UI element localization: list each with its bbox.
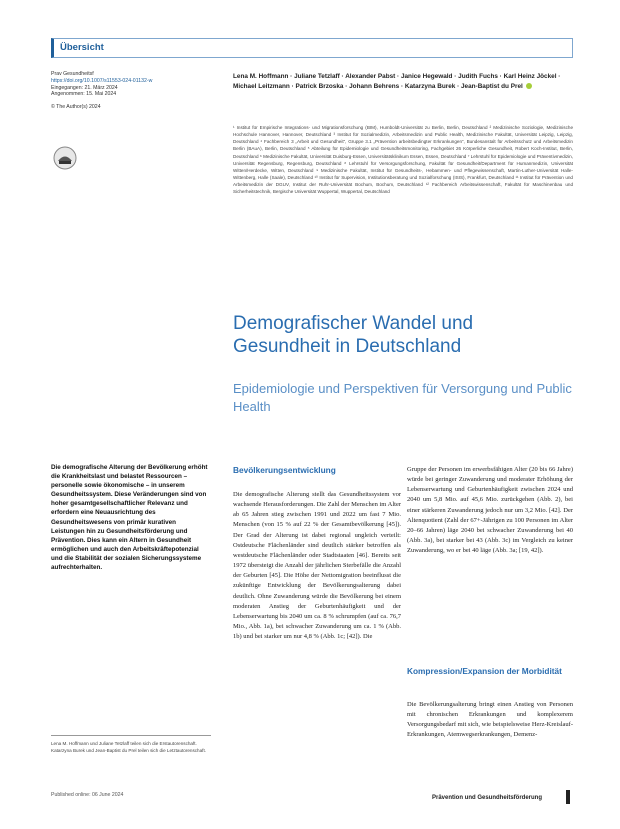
author-list [233,72,573,91]
page-marker [566,790,570,804]
section-header-bar [51,38,573,58]
body-column-2: Gruppe der Personen im erwerbsfähigen Alter (20 bis 66 Jahre) würde bei geringer Zuwanderung und moderater Erhöhung der Lebenserwartung und Geburtenhäufigkeit zwischen 2024 und 2040 um 5,8 Mio. auf 45,6 Mio. zurückgehen (Abb. 2), bei einer stärkeren Zuwanderung jedoch nur um 3,2 Mio. [42]. Der Altenquotient (Zahl der 67+-Jährigen zu 100 Personen im Alter 20–66 Jahren) läge 2040 bei schwacher Zuwanderung bei 40 (Abb. 3a), bei starker bei 43 (Abb. 3c) im Vergleich zu keiner Zuwanderung, wo er bei 40 läge (Abb. 3a; [19, 42]). [407,466,573,555]
article-title: Demografischer Wandel und Gesundheit in Deutschland [233,313,474,357]
article-meta [51,71,211,111]
orcid-icon[interactable] [526,83,532,89]
section-label: Übersicht [60,42,104,53]
author-footnote [51,740,211,754]
doi-link[interactable]: https://doi.org/10.1007/s11553-024-01132-w [51,77,153,84]
received-date: Eingegangen: 21. März 2024 [51,84,118,91]
section-heading-population: Bevölkerungsentwicklung [233,465,336,475]
author-names: Lena M. Hoffmann · Juliane Tetzlaff · Alexander Pabst · Janice Hegewald · Judith Fuchs · Karl Heinz Jöckel · Michael Leitzmann · Patrick Brzoska · Johann Behrens · Katarzyna Burek · Jean-Baptist du Prel [233,73,561,90]
section-heading-morbidity: Kompression/Expansion der Morbidität [407,666,562,676]
footnote-first-author: Lena M. Hoffmann und Juliane Tetzlaff teilen sich die Erstautorenschaft. [51,741,197,746]
footnote-divider [51,735,211,736]
copyright: © The Author(s) 2024 [51,104,101,111]
published-date: Published online: 06 June 2024 [51,792,124,798]
springer-medizin-logo [53,146,77,170]
body-column-1: Die demografische Alterung stellt das Gesundheitssystem vor wachsende Herausforderungen. Die Zahl der Menschen im Alter ab 65 Jahren stieg zwischen 1991 und 2022 um fast 7 Mio. Menschen (von 15 % auf 22 % der Gesamtbevölkerung [45]). Der Grad der Alterung ist dabei regional ungleich verteilt: Ostdeutsche Flächenländer sind deutlich stärker betroffen als westdeutsche Flächenländer oder Stadtstaaten [46]. Bereits seit 1972 übersteigt die Anzahl der jährlichen Sterbefälle die Anzahl der Geburten [45]. Die Höhe der Nettomigration beeinflusst die zukünftige Entwicklung der Bevölkerungsalterung dabei deutlich. Ohne Zuwanderung würde die Bevölkerung bei einem moderaten Anstieg der Geburtenhäufigkeit und der Lebenserwartung bis 2040 um ca. 8 % schrumpfen (auf ca. 76,7 Mio., Abb. 1a), bei schwacher Zuwanderung um ca. 1 % (Abb. 1b) und bei starker um nur 4,8 % (Abb. 1c; [42]). Die [233,491,401,641]
journal-footer: Prävention und Gesundheitsförderung [432,795,543,801]
accepted-date: Angenommen: 15. Mai 2024 [51,91,117,98]
abstract: Die demografische Alterung der Bevölkerung erhöht die Krankheitslast und belastet Ressourcen – personelle sowie ökonomische – in unserem Gesundheitssystem. Diese Veränderungen sind von hoher gesamtgesellschaftlicher Relevanz und erfordern eine Neuausrichtung des Gesundheitswesens von primär kurativen Leistungen hin zu Gesundheitsförderung und Prävention. Dies kann ein Altern in Gesundheit ermöglichen und auch den Arbeitskräftepotenzial und die Stabilität der sozialen Sicherungssysteme aufrechterhalten. [51,464,208,572]
affiliations: ¹ Institut für Empirische Integrations- und Migrationsforschung (BIM), Humboldt-Universität zu Berlin, Berlin, Deutschland ² Medizinische Soziologie, Medizinische Hochschule Hannover, Hannover, Deutschland ³ Institut für Sozialmedizin, Arbeitsmedizin und Public Health, Medizinische Fakultät, Universität Leipzig, Leipzig, Deutschland ⁴ Fachbereich 3 „Arbeit und Gesundheit“, Gruppe 3.1 „Prävention arbeitsbedingter Erkrankungen“, Bundesanstalt für Arbeitsschutz und Arbeitsmedizin Berlin (BAuA), Berlin, Deutschland ⁵ Abteilung für Epidemiologie und Gesundheitsmonitoring, Fachgebiet 26 Körperliche Gesundheit, Robert Koch-Institut, Berlin, Deutschland ⁶ Medizinische Fakultät, Universität Duisburg-Essen, Universitätsklinikum Essen, Essen, Deutschland ⁷ Lehrstuhl für Epidemiologie und Präventivmedizin, Universität Regensburg, Regensburg, Deutschland ⁸ Lehrstuhl für Versorgungsforschung, Fakultät für Gesundheit/Department für Humanmedizin, Universität Witten/Herdecke, Witten, Deutschland ⁹ Medizinische Fakultät, Institut für Gesundheits-, Hebammen- und Pflegewissenschaft, Martin-Luther-Universität Halle-Wittenberg, Halle (Saale), Deutschland ¹⁰ Institut für Supervision, Institutionsberatung und Sozialforschung (ISIS), Frankfurt, Deutschland ¹¹ Institut für Prävention und Arbeitsmedizin der DGUV, Institut der Ruhr-Universität Bochum, Bochum, Deutschland ¹² Fachbereich Arbeitswissenschaft, Fakultät für Maschinenbau und Sicherheitstechnik, Bergische Universität Wuppertal, Wuppertal, Deutschland [233,125,573,195]
body-column-2-continued: Die Bevölkerungsalterung bringt einen Anstieg von Personen mit chronischen Erkrankungen und komplexerem Versorgungsbedarf mit sich, wie beispielsweise Herz-Kreislauf-Erkrankungen, Atemwegserkrankungen, Demenz- [407,701,573,739]
article-subtitle: Epidemiologie und Perspektiven für Versorgung und Public Health [233,381,572,414]
footnote-last-author: Katarzyna Burek und Jean-Baptist du Prel teilen sich die Letztautorenschaft. [51,748,207,753]
journal-abbrev: Prav Gesundheitsf [51,71,94,77]
